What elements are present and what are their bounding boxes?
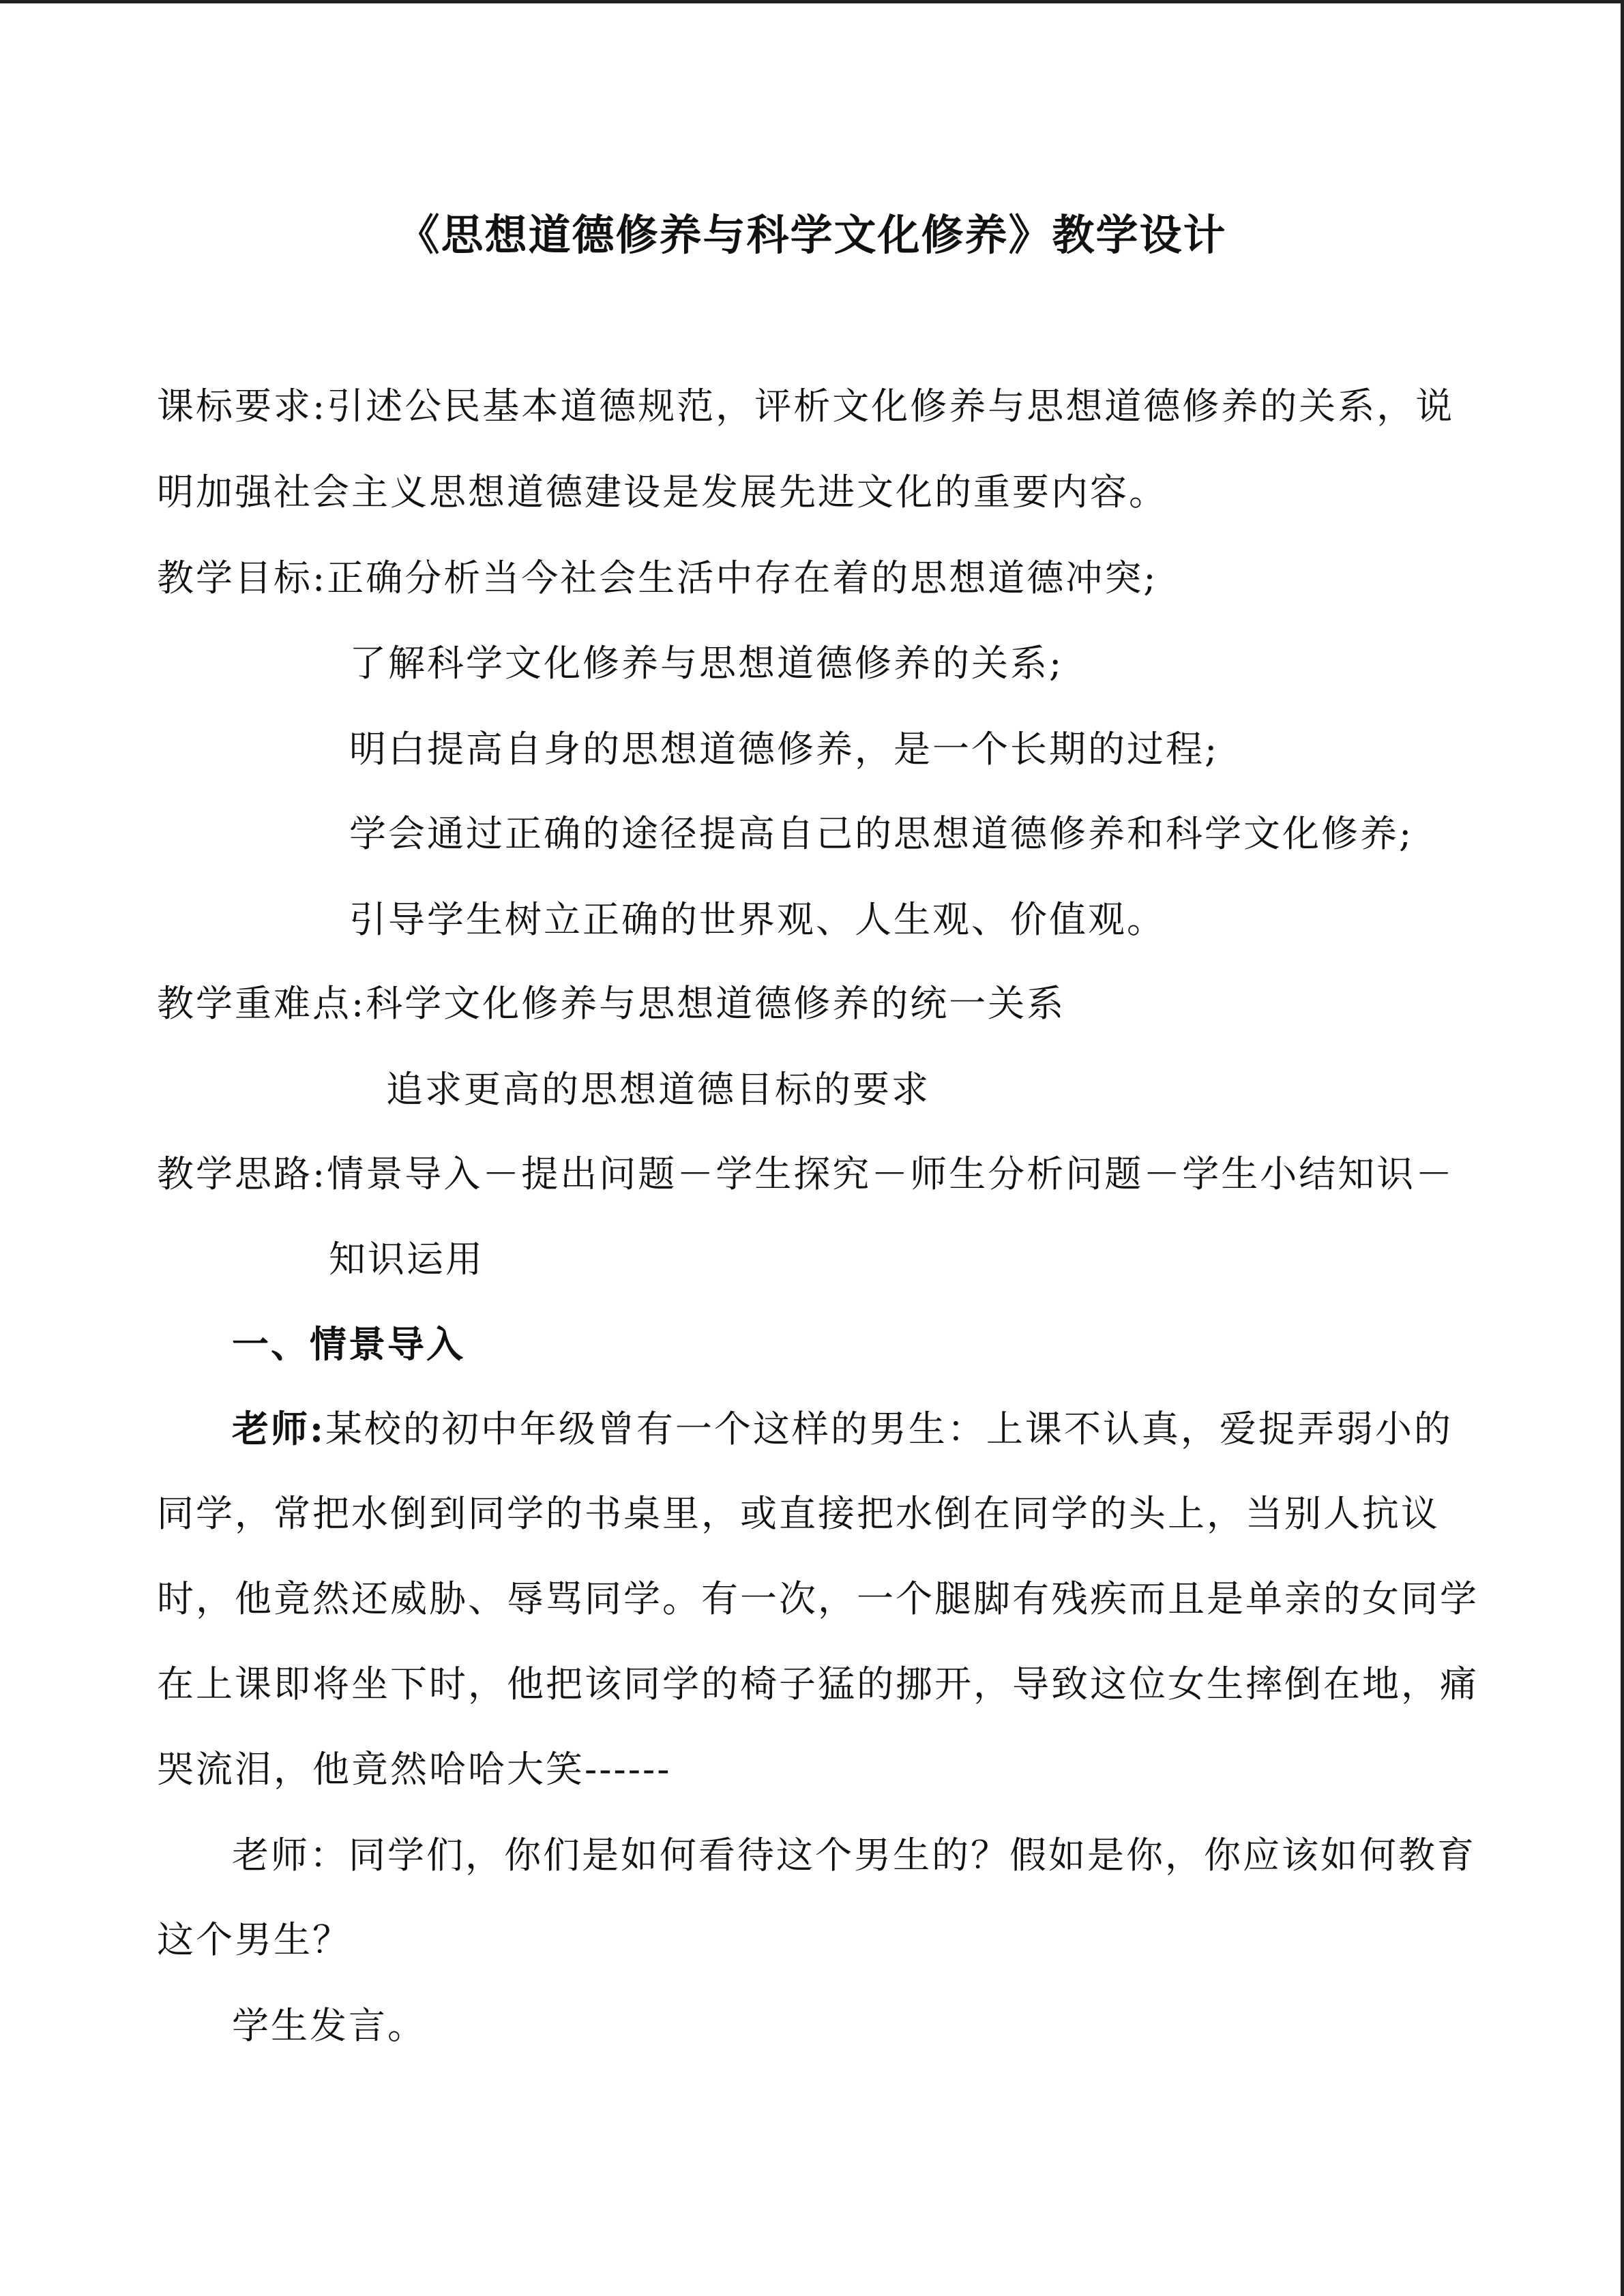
course-requirement-line-1 <box>157 383 1454 430</box>
question-text-1: 老师：同学们，你们是如何看待这个男生的？假如是你，你应该如何教育 <box>232 1834 1476 1877</box>
key-points-line-1 <box>157 980 1065 1028</box>
course-requirement-text-2: 明加强社会主义思想道德建设是发展先进文化的重要内容。 <box>157 471 1168 513</box>
story-text-5: 哭流泪，他竟然哈哈大笑------ <box>157 1748 672 1791</box>
story-text-4: 在上课即将坐下时，他把该同学的椅子猛的挪开，导致这位女生摔倒在地，痛 <box>157 1663 1479 1705</box>
teaching-goal-item: 正确分析当今社会生活中存在着的思想道德冲突; <box>327 556 1158 599</box>
student-response: 学生发言。 <box>232 2004 426 2047</box>
teaching-approach-text-1: 情景导入－提出问题－学生探究－师生分析问题－学生小结知识－ <box>327 1152 1455 1195</box>
story-line-1 <box>232 1405 1453 1453</box>
question-text-2: 这个男生？ <box>157 1918 351 1961</box>
course-requirement-label: 课标要求: <box>157 385 327 428</box>
page-edge-top <box>0 0 1624 3</box>
teaching-approach-label: 教学思路: <box>157 1152 327 1195</box>
teaching-goals-label: 教学目标: <box>157 556 327 599</box>
page-edge-right <box>1621 0 1624 2296</box>
teaching-approach-text-2: 知识运用 <box>329 1238 484 1281</box>
teaching-approach-line-1 <box>157 1150 1454 1198</box>
section-heading: 一、情景导入 <box>232 1322 465 1366</box>
course-requirement-text-1: 引述公民基本道德规范，评析文化修养与思想道德修养的关系，说 <box>327 385 1455 428</box>
teacher-label: 老师: <box>232 1407 325 1450</box>
document-title: 《思想道德修养与科学文化修养》教学设计 <box>397 210 1227 260</box>
story-text-1: 某校的初中年级曾有一个这样的男生：上课不认真，爱捉弄弱小的 <box>325 1407 1453 1450</box>
story-text-2: 同学，常把水倒到同学的书桌里，或直接把水倒在同学的头上，当别人抗议 <box>157 1492 1440 1535</box>
teaching-goals-line-1 <box>157 554 1157 602</box>
teaching-goal-item: 学会通过正确的途径提高自己的思想道德修养和科学文化修养; <box>349 812 1414 855</box>
teaching-goal-item: 引导学生树立正确的世界观、人生观、价值观。 <box>349 898 1166 941</box>
key-points-label: 教学重难点: <box>157 982 366 1025</box>
key-point-item: 追求更高的思想道德目标的要求 <box>386 1068 930 1111</box>
teaching-goal-item: 了解科学文化修养与思想道德修养的关系; <box>349 642 1064 685</box>
teaching-goal-item: 明白提高自身的思想道德修养，是一个长期的过程; <box>349 728 1220 771</box>
story-text-3: 时，他竟然还威胁、辱骂同学。有一次，一个腿脚有残疾而且是单亲的女同学 <box>157 1577 1479 1620</box>
key-point-item: 科学文化修养与思想道德修养的统一关系 <box>366 982 1066 1025</box>
